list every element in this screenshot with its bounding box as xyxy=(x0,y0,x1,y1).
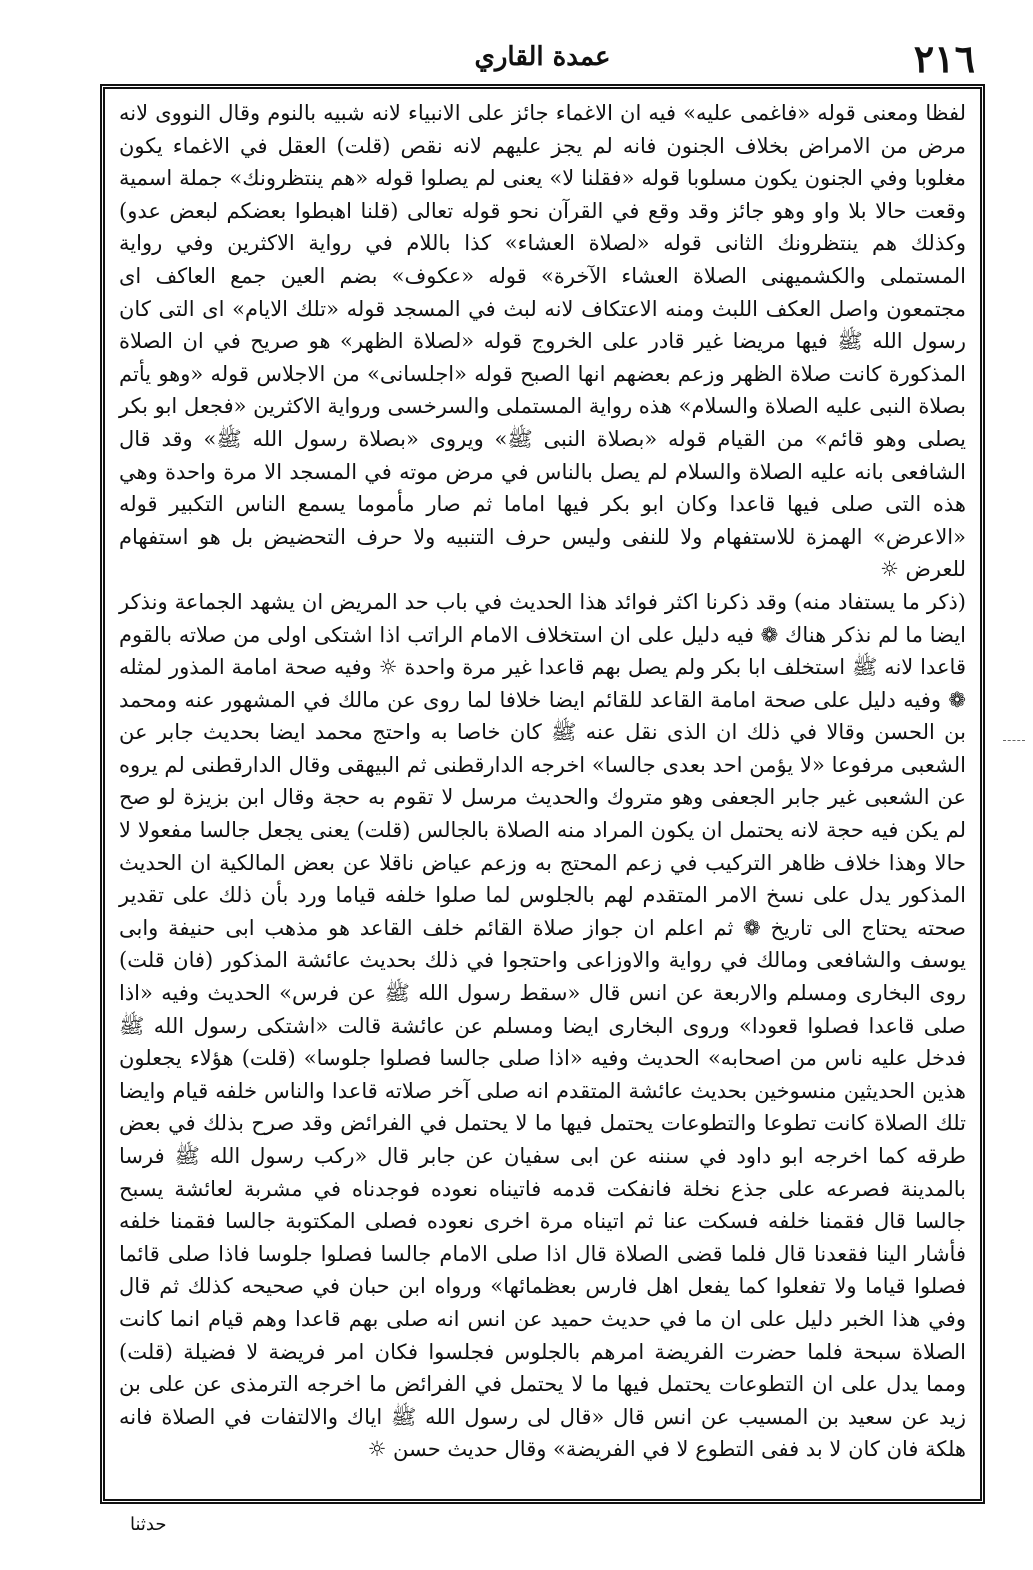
catchword: حدثنا xyxy=(130,1514,167,1535)
paragraph-commentary: لفظا ومعنى قوله «فاغمى عليه» فيه ان الاغماء جائز على الانبياء لانه شبيه بالنوم وقال النووى لانه مرض من الامراض بخلاف الجنون فانه لم يجز عليهم لانه نقص (قلت) العقل في الاغماء يكون مغلوبا وفي الجنون يكون مسلوبا قوله «فقلنا لا» يعنى لم يصلوا قوله «هم ينتظرونك» جملة اسمية وقعت حالا بلا واو وهو جائز وقد وقع في القرآن نحو قوله تعالى (قلنا اهبطوا بعضكم لبعض عدو) وكذلك هم ينتظرونك الثانى قوله «لصلاة العشاء» كذا باللام في رواية الاكثرين وفي رواية المستملى والكشميهنى الصلاة العشاء الآخرة» قوله «عكوف» بضم العين جمع العاكف اى مجتمعون واصل العكف اللبث ومنه الاعتكاف لانه لبث في المسجد قوله «تلك الايام» اى التى كان رسول الله ﷺ فيها مريضا غير قادر على الخروج قوله «لصلاة الظهر» هو صريح في ان الصلاة المذكورة كانت صلاة الظهر وزعم بعضهم انها الصبح قوله «اجلسانى» من الاجلاس قوله «وهو يأتم بصلاة النبى عليه الصلاة والسلام» هذه رواية المستملى والسرخسى ورواية الاكثرين «فجعل ابو بكر يصلى وهو قائم» من القيام قوله «بصلاة النبى ﷺ» ويروى «بصلاة رسول الله ﷺ» وقد قال الشافعى بانه عليه الصلاة والسلام لم يصل بالناس في مرض موته في المسجد الا مرة واحدة وهي هذه التى صلى فيها قاعدا وكان ابو بكر فيها اماما ثم صار مأموما يسمع الناس التكبير قوله «الاعرض» الهمزة للاستفهام ولا للنفى وليس حرف التنبيه ولا حرف التحضيض بل هو استفهام للعرض ☼ xyxy=(119,101,966,582)
running-title: عمدة القاري xyxy=(474,42,611,72)
text-frame xyxy=(100,84,985,1504)
margin-mark xyxy=(1003,740,1025,742)
main-text xyxy=(119,97,966,1466)
page-number: ٢١٦ xyxy=(913,36,975,81)
paragraph-benefits: (ذكر ما يستفاد منه) وقد ذكرنا اكثر فوائد هذا الحديث في باب حد المريض ان يشهد الجماعة ونذكر ايضا ما لم نذكر هناك ❁ فيه دليل على ان استخلاف الامام الراتب اذا اشتكى اولى من صلاته بالقوم قاعدا لانه ﷺ استخلف ابا بكر ولم يصل بهم قاعدا غير مرة واحدة ☼ وفيه صحة امامة المذور لمثله ❁ وفيه دليل على صحة امامة القاعد للقائم ايضا خلافا لما روى عن مالك في المشهور عنه ومحمد بن الحسن وقالا في ذلك ان الذى نقل عنه ﷺ كان خاصا به واحتج محمد ايضا بحديث جابر عن الشعبى مرفوعا «لا يؤمن احد بعدى جالسا» اخرجه الدارقطنى ثم البيهقى وقال الدارقطنى لم يروه عن الشعبى غير جابر الجعفى وهو متروك والحديث مرسل لا تقوم به حجة وقال ابن بزيزة لو صح لم يكن فيه حجة لانه يحتمل ان يكون المراد منه الصلاة بالجالس (قلت) يعنى يجعل جالسا مفعولا لا حالا وهذا خلاف ظاهر التركيب في زعم المحتج به وزعم عياض ناقلا عن بعض المالكية ان الحديث المذكور يدل على نسخ الامر المتقدم لهم بالجلوس لما صلوا خلفه قياما ورد بأن ذلك على تقدير صحته يحتاج الى تاريخ ❁ ثم اعلم ان جواز صلاة القائم خلف القاعد هو مذهب ابى حنيفة وابى يوسف والشافعى ومالك في رواية والاوزاعى واحتجوا في ذلك بحديث عائشة المذكور (فان قلت) روى البخارى ومسلم والاربعة عن انس قال «سقط رسول الله ﷺ عن فرس» الحديث وفيه «اذا صلى قاعدا فصلوا قعودا» وروى البخارى ايضا ومسلم عن عائشة قالت «اشتكى رسول الله ﷺ فدخل عليه ناس من اصحابه» الحديث وفيه «اذا صلى جالسا فصلوا جلوسا» (قلت) هؤلاء يجعلون هذين الحديثين منسوخين بحديث عائشة المتقدم انه صلى آخر صلاته قاعدا والناس خلفه قيام وايضا تلك الصلاة كانت تطوعا والتطوعات يحتمل فيها ما لا يحتمل في الفرائض وقد صرح بذلك في بعض طرقه كما اخرجه ابو داود في سننه عن ابى سفيان عن جابر قال «ركب رسول الله ﷺ فرسا بالمدينة فصرعه على جذع نخلة فانفكت قدمه فاتيناه نعوده فوجدناه في مشربة لعائشة يسبح جالسا قال فقمنا خلفه فسكت عنا ثم اتيناه مرة اخرى نعوده فصلى المكتوبة جالسا فقمنا خلفه فأشار الينا فقعدنا قال فلما قضى الصلاة قال اذا صلى الامام جالسا فصلوا جلوسا فاذا صلى قائما فصلوا قياما ولا تفعلوا كما يفعل اهل فارس بعظمائها» ورواه ابن حبان في صحيحه كذلك ثم قال وفي هذا الخبر دليل على ان ما في حديث حميد عن انس انه صلى بهم قاعدا وهم قيام انما كانت الصلاة سبحة فلما حضرت الفريضة امرهم بالجلوس فجلسوا فكان امر فريضة لا فضيلة (قلت) ومما يدل على ان التطوعات يحتمل فيها ما لا يحتمل في الفرائض ما اخرجه الترمذى عن على بن زيد عن سعيد بن المسيب عن انس قال «قال لى رسول الله ﷺ اياك والالتفات في الصلاة فانه هلكة فان كان لا بد ففى التطوع لا في الفريضة» وقال حديث حسن ☼ xyxy=(119,589,966,1462)
page-header xyxy=(100,36,985,84)
